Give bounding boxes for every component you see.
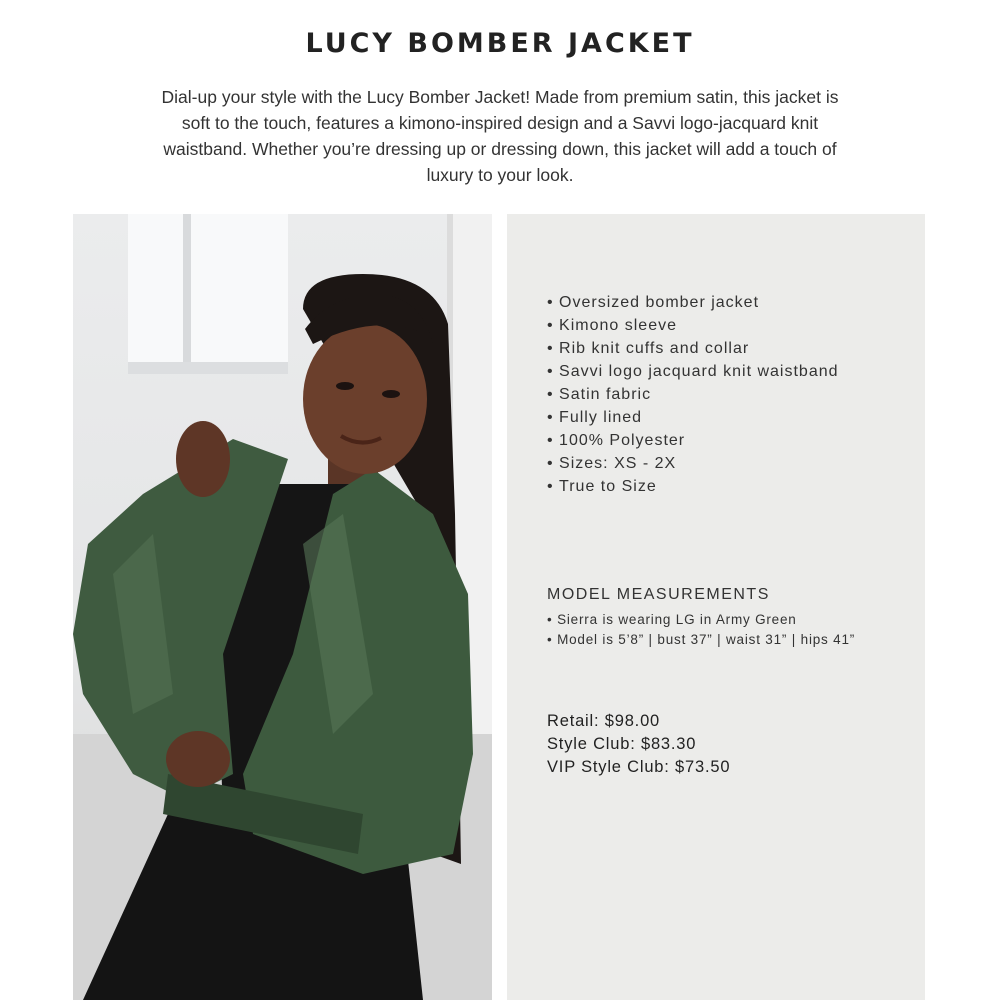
list-item: • Satin fabric — [547, 383, 839, 406]
model-illustration — [73, 214, 492, 1000]
style-club-price: Style Club: $83.30 — [547, 735, 697, 753]
list-item: • Oversized bomber jacket — [547, 291, 839, 314]
vip-style-club-price: VIP Style Club: $73.50 — [547, 758, 731, 776]
model-photo — [73, 214, 492, 1000]
list-item: • Kimono sleeve — [547, 314, 839, 337]
list-item: • 100% Polyester — [547, 429, 839, 452]
product-title: LUCY BOMBER JACKET — [305, 28, 695, 59]
model-measurements-heading: MODEL MEASUREMENTS — [547, 586, 770, 603]
list-item: • Sierra is wearing LG in Army Green — [547, 610, 855, 630]
product-description: Dial-up your style with the Lucy Bomber Jacket! Made from premium satin, this jacket is soft to the touch, features a kimono-inspired design and a Savvi logo-jacquard knit waistband. Whether you’re dressing up or dressing down, this jacket will add a touch of luxury to your look. — [161, 87, 839, 185]
feature-list — [547, 291, 839, 498]
model-measurements-list — [547, 610, 855, 650]
list-item: • True to Size — [547, 475, 839, 498]
details-panel — [507, 214, 925, 1000]
pricing-block — [547, 710, 730, 779]
list-item: • Rib knit cuffs and collar — [547, 337, 839, 360]
list-item: • Savvi logo jacquard knit waistband — [547, 360, 839, 383]
retail-price: Retail: $98.00 — [547, 712, 661, 730]
list-item: • Fully lined — [547, 406, 839, 429]
list-item: • Model is 5’8” | bust 37” | waist 31” | hips 41” — [547, 630, 855, 650]
list-item: • Sizes: XS - 2X — [547, 452, 839, 475]
